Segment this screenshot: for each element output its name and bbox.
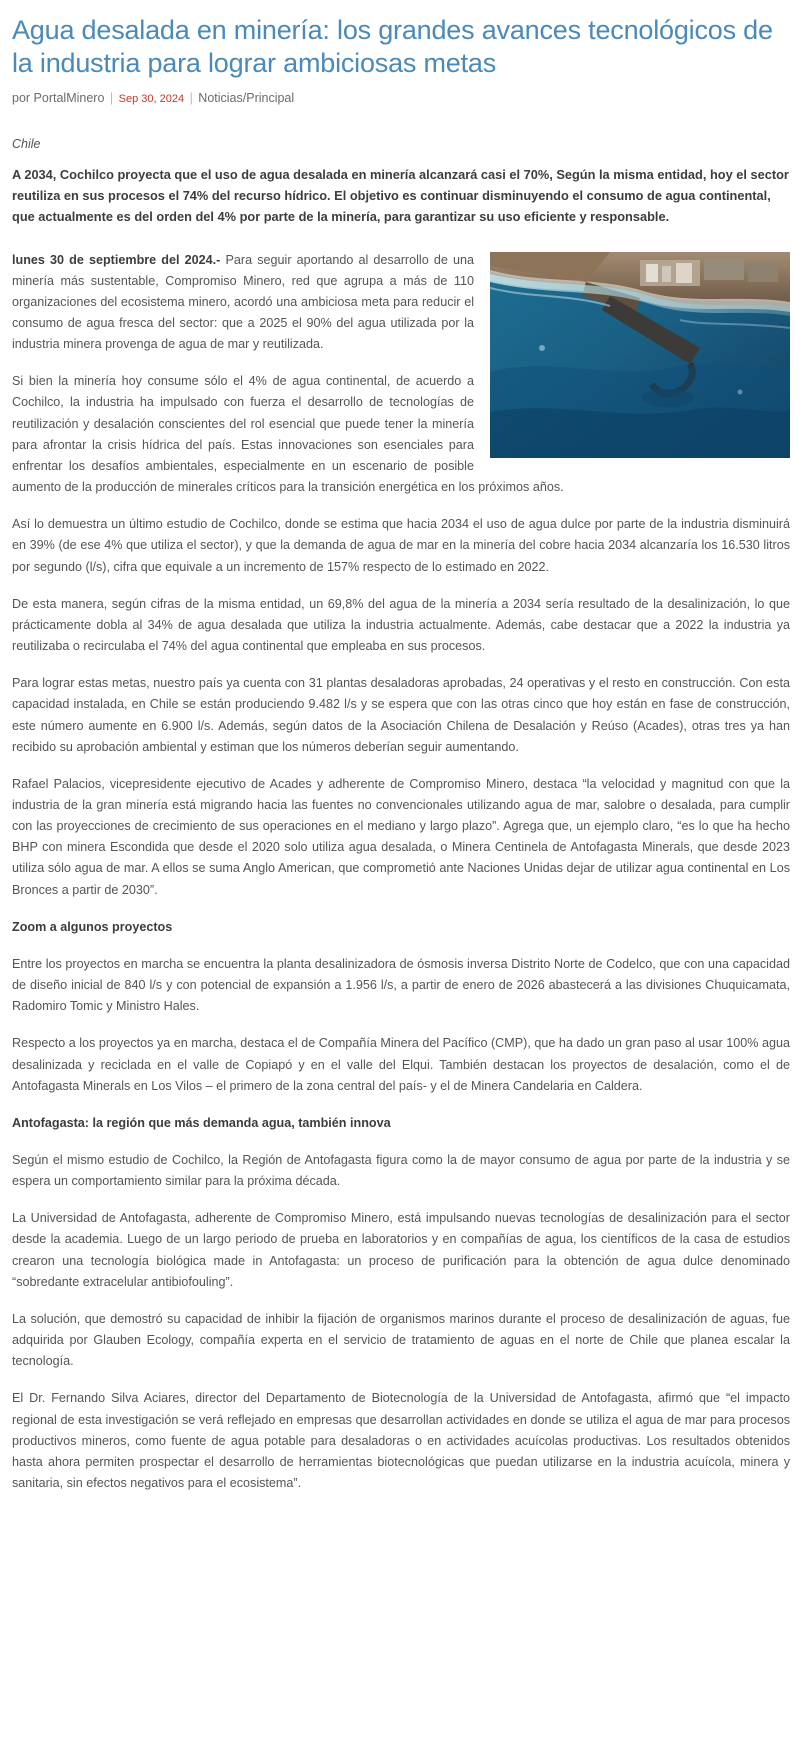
- byline-category[interactable]: Noticias/Principal: [198, 90, 295, 105]
- paragraph-8: Según el mismo estudio de Cochilco, la Región de Antofagasta figura como la de mayor consumo de agua por parte de la industria y se espera un comportamiento similar para la próxima década.: [12, 1153, 790, 1189]
- article-body: [12, 250, 790, 1511]
- subheading-projects: Zoom a algunos proyectos: [12, 919, 173, 934]
- byline-separator-2: |: [189, 90, 193, 105]
- article-lead: A 2034, Cochilco proyecta que el uso de agua desalada en minería alcanzará casi el 70%, Según la misma entidad, hoy el sector reutiliza en sus procesos el 74% del recurso hídrico. El objetivo es continuar disminuyendo el consumo de agua continental, que actualmente es del orden del 4% por parte de la minería, para garantizar su uso eficiente y responsable.: [12, 167, 789, 224]
- subheading-antofagasta: Antofagasta: la región que más demanda agua, también innova: [12, 1115, 391, 1130]
- paragraph-text-0: Para seguir aportando al desarrollo de una minería más sustentable, Compromiso Minero, red que agrupa a más de 110 organizaciones del ecosistema minero, acordó una ambiciosa meta para reducir el consumo de agua fresca del sector: que a 2025 el 90% del agua utilizada por la industria minera provenga de agua de mar y reutilizada.: [12, 252, 474, 352]
- byline: [12, 90, 790, 108]
- paragraph-4: Para lograr estas metas, nuestro país ya cuenta con 31 plantas desaladoras aprobadas, 24 operativas y el resto en construcción. Con esta capacidad instalada, en Chile se están produciendo 9.482 l/s y se espera que con las otras cinco que hoy están en fase de construcción, este número aumente en 6.900 l/s. Además, según datos de la Asociación Chilena de Desalación y Reúso (Acades), otras tres ya han recibido su aprobación ambiental y estiman que los números deberían seguir aumentando.: [12, 676, 790, 754]
- byline-separator-1: |: [109, 90, 114, 105]
- country-label: Chile: [12, 137, 41, 152]
- paragraph-6: Entre los proyectos en marcha se encuentra la planta desalinizadora de ósmosis inversa Distrito Norte de Codelco, que con una capacidad de diseño inicial de 840 l/s y con potencial de expansión a 1.956 l/s, a partir de enero de 2026 abastecerá a las divisiones Chuquicamata, Radomiro Tomic y Ministro Hales.: [12, 956, 790, 1014]
- paragraph-1: Si bien la minería hoy consume sólo el 4% de agua continental, de acuerdo a Cochilco, la industria ha impulsado con fuerza el desarrollo de tecnologías de reutilización y desalación conscientes del rol esencial que puede tener la minería para afrontar la crisis hídrica del país. Estas innovaciones son esenciales para enfrentar los desafíos ambientales, especialmente en un escenario de posible aumento de la producción de minerales críticos para la transición energética en los próximos años.: [12, 374, 564, 495]
- aerial-view-desalination-plant-coast-image: [490, 252, 790, 458]
- paragraph-2: Así lo demuestra un último estudio de Cochilco, donde se estima que hacia 2034 el uso de agua dulce por parte de la industria disminuirá en 39% (de ese 4% que utiliza el sector), y que la demanda de agua de mar en la minería del cobre hacia 2034 alcanzaría los 16.530 litros por segundo (l/s), cifra que equivale a un incremento de 157% respecto de lo estimado en 2022.: [12, 517, 790, 574]
- paragraph-10: La solución, que demostró su capacidad de inhibir la fijación de organismos marinos durante el proceso de desalinización de aguas, fue adquirida por Glauben Ecology, compañía experta en el servicio de tratamiento de aguas en el norte de Chile que planea escalar la tecnología.: [12, 1311, 790, 1369]
- paragraph-5: Rafael Palacios, vicepresidente ejecutivo de Acades y adherente de Compromiso Minero, destaca “la velocidad y magnitud con que la industria de la gran minería está migrando hacia las fuentes no convencionales utilizando agua de mar, salobre o desalada, para cumplir con las proyecciones de crecimiento de sus operaciones en el mediano y largo plazo”. Agrega que, un ejemplo claro, “es lo que ha hecho BHP con minera Escondida que desde el 2020 solo utiliza agua desalada, o Minera Centinela de Antofagasta Minerals, que desde 2023 utiliza sólo agua de mar. A ellos se suma Anglo American, que comprometió ante Naciones Unidas dejar de utilizar agua continental en Los Bronces a partir de 2030”.: [12, 776, 790, 897]
- dateline: lunes 30 de septiembre del 2024.-: [12, 252, 221, 267]
- page-title: Agua desalada en minería: los grandes avances tecnológicos de la industria para lograr ambiciosas metas: [12, 15, 773, 78]
- paragraph-11: El Dr. Fernando Silva Aciares, director del Departamento de Biotecnología de la Universidad de Antofagasta, afirmó que “el impacto regional de esta investigación se verá reflejado en empresas que desarrollan actividades en donde se utiliza el agua de mar para procesos productivos mineros, como fuente de agua potable para desaladoras o en actividades acuícolas productivas. Los resultados obtenidos hasta ahora permiten prospectar el desarrollo de herramientas biotecnológicas que puedan utilizarse en la industria acuícola, minera y sanitaria, sin efectos negativos para el ecosistema”.: [12, 1391, 790, 1491]
- byline-author: por PortalMinero: [12, 90, 105, 105]
- paragraph-3: De esta manera, según cifras de la misma entidad, un 69,8% del agua de la minería a 2034 sería resultado de la desalinización, lo que prácticamente dobla al 34% de agua desalada que utiliza la industria actualmente. Además, cabe destacar que a 2022 la industria ya reutilizaba o recirculaba el 74% del agua continental que empleaba en sus procesos.: [12, 596, 790, 654]
- paragraph-9: La Universidad de Antofagasta, adherente de Compromiso Minero, está impulsando nuevas tecnologías de desalinización para el sector desde la academia. Luego de un largo periodo de prueba en laboratorios y en compañías de agua, los científicos de la casa de estudios crearon una tecnología biológica made in Antofagasta: un proceso de purificación para la obtención de agua dulce denominado “sobredante extracelular antibiofouling”.: [12, 1211, 790, 1289]
- byline-date: Sep 30, 2024: [118, 92, 185, 105]
- paragraph-7: Respecto a los proyectos ya en marcha, destaca el de Compañía Minera del Pacífico (CMP), que ha dado un gran paso al usar 100% agua desalinizada y reciclada en el valle de Copiapó y en el valle del Elqui. También destacan los proyectos de desalación, como el de Antofagasta Minerals en Los Vilos – el primero de la zona central del país- y el de Minera Candelaria en Caldera.: [12, 1036, 790, 1093]
- article-image: [490, 252, 790, 458]
